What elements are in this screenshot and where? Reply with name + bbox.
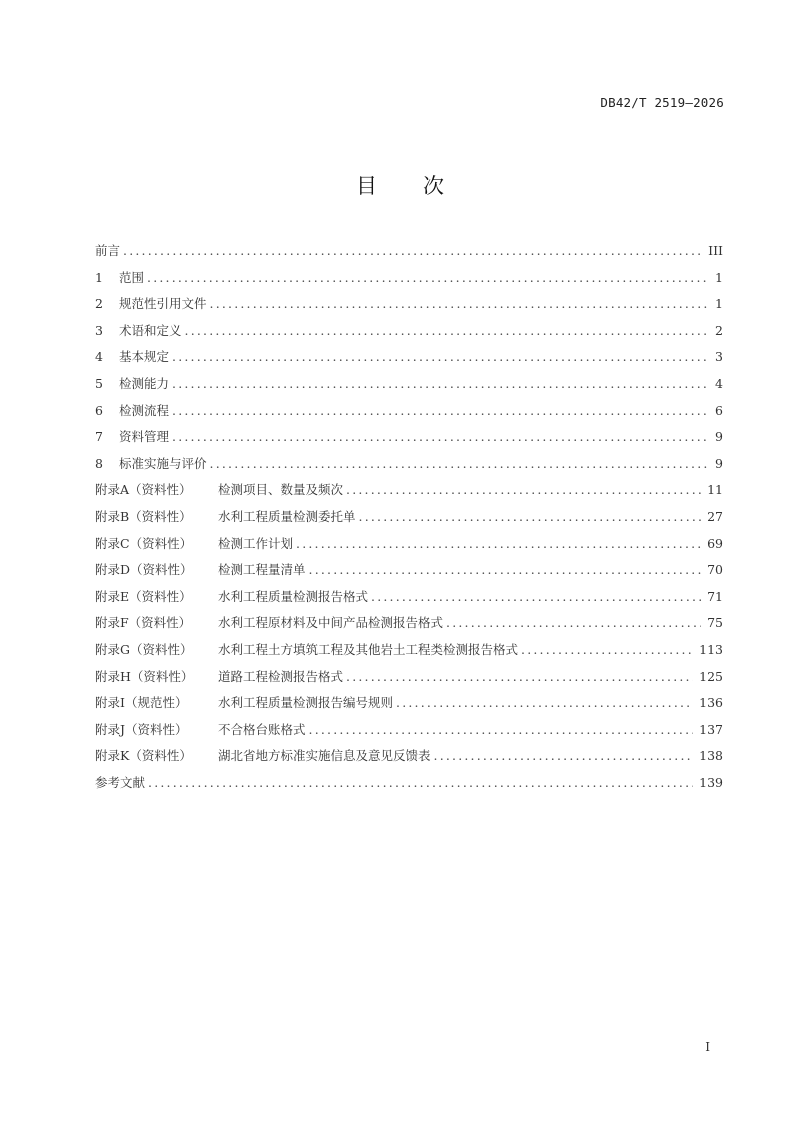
toc-entry[interactable] — [95, 667, 723, 694]
dot-leader — [172, 429, 707, 444]
document-code: DB42/T 2519—2026 — [600, 95, 724, 110]
toc-entry-number: 2 — [95, 296, 103, 312]
toc-entry-page: 6 — [715, 402, 723, 418]
dot-leader — [148, 775, 693, 790]
toc-entry-label: 检测项目、数量及频次 — [218, 482, 344, 498]
toc-entry[interactable] — [95, 241, 723, 268]
toc-entry-label: 参考文献 — [95, 774, 146, 790]
toc-entry[interactable] — [95, 693, 723, 720]
dot-leader — [185, 323, 707, 338]
toc-entry-label: 范围 — [119, 269, 145, 285]
toc-entry-appendix-prefix: 附录H（资料性） — [95, 668, 194, 684]
toc-entry-label: 湖北省地方标准实施信息及意见反馈表 — [218, 748, 431, 764]
toc-entry[interactable] — [95, 720, 723, 747]
toc-entry-label: 水利工程原材料及中间产品检测报告格式 — [218, 615, 444, 631]
toc-entry-page: 9 — [715, 429, 723, 445]
toc-entry-label: 水利工程质量检测报告编号规则 — [218, 695, 394, 711]
toc-entry-page: 27 — [707, 508, 723, 524]
toc-entry[interactable] — [95, 321, 723, 348]
toc-entry-appendix-prefix: 附录K（资料性） — [95, 748, 192, 764]
toc-entry-page: 70 — [707, 562, 723, 578]
dot-leader — [309, 562, 702, 577]
dot-leader — [147, 270, 707, 285]
toc-entry-page: III — [708, 243, 723, 258]
toc-entry[interactable] — [95, 480, 723, 507]
dot-leader — [172, 349, 707, 364]
toc-entry-page: 137 — [699, 721, 723, 737]
toc-entry-page: 1 — [715, 296, 723, 312]
toc-entry-page: 139 — [699, 774, 723, 790]
toc-entry[interactable] — [95, 640, 723, 667]
dot-leader — [172, 376, 707, 391]
toc-entry-page: 75 — [707, 615, 723, 631]
toc-entry-label: 资料管理 — [119, 429, 170, 445]
toc-entry-number: 5 — [95, 375, 103, 391]
toc-entry[interactable] — [95, 560, 723, 587]
toc-entry-label: 术语和定义 — [119, 322, 182, 338]
dot-leader — [346, 669, 693, 684]
dot-leader — [446, 615, 701, 630]
dot-leader — [434, 748, 694, 763]
toc-entry-number: 7 — [95, 429, 103, 445]
toc-entry-label: 前言 — [95, 243, 121, 258]
dot-leader — [210, 456, 707, 471]
toc-entry-label: 水利工程质量检测委托单 — [218, 508, 356, 524]
toc-entry[interactable] — [95, 294, 723, 321]
page-title — [0, 170, 800, 200]
toc-entry[interactable] — [95, 746, 723, 773]
toc-entry-number: 1 — [95, 269, 103, 285]
dot-leader — [359, 509, 702, 524]
toc-entry[interactable] — [95, 347, 723, 374]
toc-entry-appendix-prefix: 附录A（资料性） — [95, 482, 192, 498]
toc-entry-label: 标准实施与评价 — [119, 455, 207, 471]
page-number: I — [705, 1040, 710, 1054]
toc-entry-appendix-prefix: 附录J（资料性） — [95, 721, 188, 737]
toc-entry[interactable] — [95, 587, 723, 614]
toc-entry-number: 3 — [95, 322, 103, 338]
dot-leader — [172, 403, 707, 418]
toc-entry[interactable] — [95, 268, 723, 295]
dot-leader — [123, 243, 702, 258]
dot-leader — [396, 695, 693, 710]
toc-entry[interactable] — [95, 427, 723, 454]
toc-entry[interactable] — [95, 401, 723, 428]
toc-entry-label: 水利工程质量检测报告格式 — [218, 588, 369, 604]
toc-entry-appendix-prefix: 附录D（资料性） — [95, 562, 193, 578]
toc-entry-appendix-prefix: 附录F（资料性） — [95, 615, 192, 631]
toc-entry-number: 6 — [95, 402, 103, 418]
toc-entry-page: 11 — [707, 482, 723, 498]
toc-entry[interactable] — [95, 374, 723, 401]
toc-entry-appendix-prefix: 附录E（资料性） — [95, 588, 192, 604]
toc-entry-label: 检测工程量清单 — [218, 562, 306, 578]
toc-entry-label: 水利工程土方填筑工程及其他岩土工程类检测报告格式 — [218, 641, 519, 657]
toc-entry-page: 4 — [715, 375, 723, 391]
toc-entry-page: 136 — [699, 695, 723, 711]
toc-entry-page: 138 — [699, 748, 723, 764]
dot-leader — [210, 296, 707, 311]
toc-entry[interactable] — [95, 507, 723, 534]
toc-entry-number: 8 — [95, 455, 103, 471]
dot-leader — [309, 722, 694, 737]
toc-entry-label: 道路工程检测报告格式 — [218, 668, 344, 684]
toc-entry-appendix-prefix: 附录B（资料性） — [95, 508, 192, 524]
toc-entry[interactable] — [95, 613, 723, 640]
title-char-2: 次 — [423, 174, 444, 198]
toc-entry-page: 3 — [715, 349, 723, 365]
dot-leader — [296, 536, 701, 551]
toc-entry-page: 9 — [715, 455, 723, 471]
toc-entry-appendix-prefix: 附录G（资料性） — [95, 641, 193, 657]
dot-leader — [521, 642, 693, 657]
toc-entry-page: 69 — [707, 535, 723, 551]
toc-entry-label: 不合格台账格式 — [218, 721, 306, 737]
dot-leader — [346, 482, 701, 497]
title-char-1: 目 — [356, 174, 377, 198]
toc-entry-label: 基本规定 — [119, 349, 170, 365]
toc-entry-label: 规范性引用文件 — [119, 296, 207, 312]
toc-entry-appendix-prefix: 附录C（资料性） — [95, 535, 193, 551]
table-of-contents — [95, 241, 723, 799]
toc-entry[interactable] — [95, 534, 723, 561]
toc-entry-page: 71 — [707, 588, 723, 604]
toc-entry-page: 2 — [715, 322, 723, 338]
toc-entry-page: 113 — [699, 641, 723, 657]
dot-leader — [371, 589, 701, 604]
toc-entry[interactable] — [95, 773, 723, 800]
toc-entry-label: 检测能力 — [119, 375, 170, 391]
toc-entry-page: 1 — [715, 269, 723, 285]
toc-entry-label: 检测流程 — [119, 402, 170, 418]
toc-entry-label: 检测工作计划 — [218, 535, 294, 551]
toc-entry-number: 4 — [95, 349, 103, 365]
toc-entry-appendix-prefix: 附录I（规范性） — [95, 695, 188, 711]
toc-entry-page: 125 — [699, 668, 723, 684]
toc-entry[interactable] — [95, 454, 723, 481]
